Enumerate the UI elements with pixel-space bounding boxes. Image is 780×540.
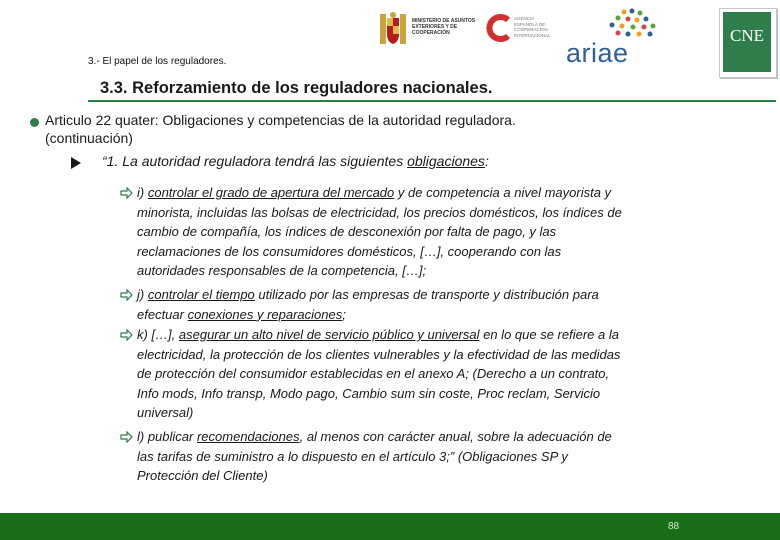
text-segment: electricidad, la protección de los clientes vulnerables y la efectividad de las medidas bbox=[137, 346, 621, 362]
obligation-item bbox=[137, 325, 737, 423]
obligation-line bbox=[137, 285, 737, 305]
sub-bullet-text bbox=[102, 153, 762, 169]
page-number: 88 bbox=[668, 521, 680, 532]
text-segment: en lo que se refiere a la bbox=[479, 327, 619, 342]
text-segment: k) […], bbox=[137, 327, 179, 342]
text-segment: i) bbox=[137, 185, 148, 200]
obligation-item bbox=[137, 285, 737, 324]
underlined-phrase: controlar el tiempo bbox=[147, 287, 255, 302]
hollow-arrow-icon bbox=[120, 431, 133, 443]
bullet-dot-icon bbox=[30, 118, 39, 127]
text-segment: Protección del Cliente) bbox=[137, 468, 268, 484]
obligation-line bbox=[137, 222, 737, 242]
hollow-arrow-icon bbox=[120, 289, 133, 301]
text-segment: de protección del consumidor establecidas en el anexo A; (Derecho a un contrato, bbox=[137, 366, 610, 382]
cne-wordmark: CNE bbox=[730, 26, 764, 45]
ariae-wordmark: ariae bbox=[566, 38, 629, 68]
text-segment: autoridades responsables de la competencia, […]; bbox=[137, 263, 427, 279]
obligation-line bbox=[137, 447, 737, 467]
sub-suffix: : bbox=[484, 153, 489, 169]
underlined-phrase: asegurar un alto nivel de servicio público y universal bbox=[178, 327, 480, 342]
obligation-line bbox=[137, 345, 737, 365]
footer-bar bbox=[0, 513, 780, 540]
obligation-line bbox=[137, 261, 737, 281]
ministerio-logo bbox=[378, 10, 478, 48]
sub-prefix: “1. La autoridad reguladora tendrá las siguientes bbox=[102, 153, 408, 169]
text-segment: universal) bbox=[137, 405, 194, 421]
section-label: 3.- El papel de los reguladores. bbox=[88, 56, 227, 67]
obligation-line bbox=[137, 403, 737, 423]
text-segment: , al menos con carácter anual, sobre la adecuación de bbox=[299, 429, 612, 444]
text-segment: utilizado por las empresas de transporte y distribución para bbox=[254, 287, 599, 302]
obligation-line bbox=[137, 203, 737, 223]
underlined-phrase: recomendaciones bbox=[196, 429, 300, 444]
text-segment: Info mods, Info transp, Modo pago, Cambio sum sin coste, Proc reclam, Servicio bbox=[137, 385, 601, 401]
aecid-c-icon bbox=[486, 14, 512, 42]
obligation-line bbox=[137, 427, 737, 447]
text-segment: ; bbox=[342, 306, 346, 322]
obligation-line bbox=[137, 384, 737, 404]
ariae-dots-icon bbox=[562, 6, 682, 42]
ariae-logo bbox=[562, 6, 682, 68]
obligation-item bbox=[137, 427, 737, 486]
obligation-line bbox=[137, 305, 737, 325]
bullet-line-2: (continuación) bbox=[45, 130, 133, 146]
cne-logo-panel bbox=[723, 12, 771, 72]
underlined-phrase: conexiones y reparaciones bbox=[187, 306, 343, 322]
obligation-item bbox=[137, 183, 737, 281]
cne-logo bbox=[719, 8, 777, 78]
hollow-arrow-icon bbox=[120, 329, 133, 341]
sub-underlined: obligaciones bbox=[407, 153, 485, 169]
underlined-phrase: controlar el grado de apertura del mercado bbox=[147, 185, 395, 200]
bullet-article-text bbox=[45, 111, 765, 147]
title-divider bbox=[88, 100, 776, 102]
aecid-logo bbox=[486, 12, 558, 46]
bullet-line-1: Articulo 22 quater: Obligaciones y competencias de la autoridad reguladora. bbox=[45, 112, 516, 128]
obligation-line bbox=[137, 242, 737, 262]
obligation-line bbox=[137, 325, 737, 345]
triangle-arrow-icon bbox=[71, 157, 81, 169]
text-segment: cambio de compañía, los índices de desconexión por falta de pago, y las bbox=[137, 224, 557, 240]
text-segment: j) bbox=[137, 287, 148, 302]
text-segment: y de competencia a nivel mayorista y bbox=[394, 185, 612, 200]
aecid-text: AGENCIA ESPAÑOLA DE COOPERACIÓN INTERNACIONAL bbox=[514, 16, 551, 38]
text-segment: reclamaciones de los consumidores domésticos, […], cooperando con las bbox=[137, 243, 562, 259]
hollow-arrow-icon bbox=[120, 187, 133, 199]
text-segment: minorista, incluidas las bolsas de electricidad, los precios domésticos, los índices de bbox=[137, 204, 622, 220]
obligation-line bbox=[137, 364, 737, 384]
ministerio-text: MINISTERIO DE ASUNTOS EXTERIORES Y DE COOPERACIÓN bbox=[412, 18, 476, 36]
text-segment: las tarifas de suministro a lo dispuesto en el artículo 3;” (Obligaciones SP y bbox=[137, 448, 568, 464]
obligation-line bbox=[137, 466, 737, 486]
page-title: 3.3. Reforzamiento de los reguladores nacionales. bbox=[100, 79, 493, 97]
text-segment: efectuar bbox=[137, 306, 188, 322]
obligation-line bbox=[137, 183, 737, 203]
coat-of-arms-icon bbox=[378, 10, 408, 48]
text-segment: l) publicar bbox=[137, 429, 197, 444]
